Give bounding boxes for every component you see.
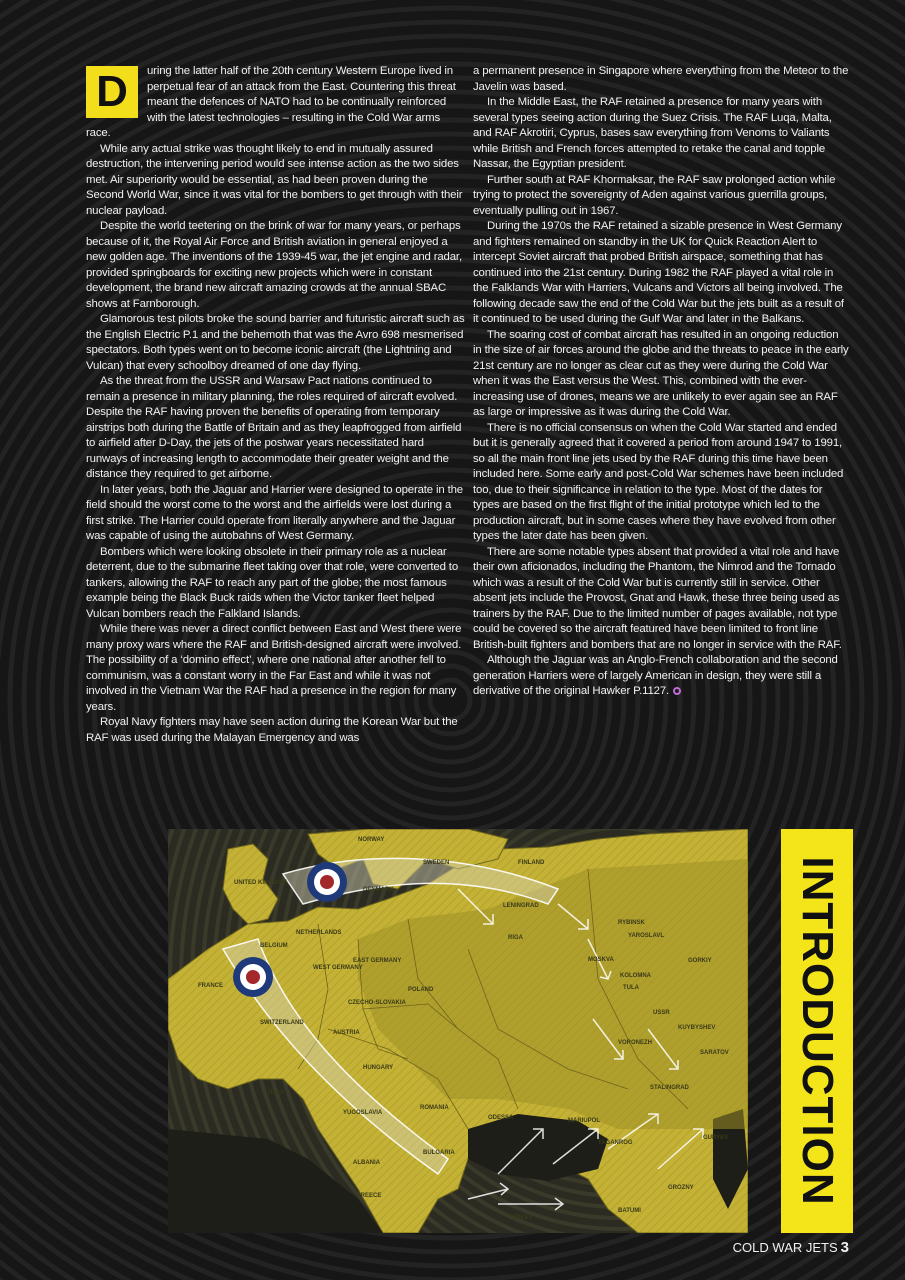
map-label-romania: ROMANIA [420, 1105, 449, 1111]
paragraph: During the 1970s the RAF retained a sizable presence in West Germany and fighters remained on standby in the UK for Quick Reaction Alert to intercept Soviet aircraft that probed British airspace, something that has continued into the 21st century. During 1982 the RAF played a vital role in the Falklands War with Harriers, Vulcans and Victors all being involved. The following decade saw the end of the Cold War but the jets built as a result of it continued to be used during the Gulf War and later in the Balkans. [473, 220, 844, 325]
map-label-leningrad: LENINGRAD [503, 903, 539, 909]
map-label-italy: ITALY [268, 1090, 285, 1096]
map-label-west-germany: WEST GERMANY [313, 965, 363, 971]
folio [733, 1239, 849, 1256]
map-label-rybinsk: RYBINSK [618, 920, 645, 926]
map-label-batumi: BATUMI [618, 1208, 641, 1214]
map-label-voronezh: VORONEZH [618, 1040, 653, 1046]
map-label-tula: TULA [623, 985, 639, 991]
map-label-france: FRANCE [198, 983, 223, 989]
map-label-austria: AUSTRIA [333, 1030, 360, 1036]
map-label-bulgaria: BULGARIA [423, 1150, 455, 1156]
map-label-norway: NORWAY [358, 837, 385, 843]
paragraph: In the Middle East, the RAF retained a presence for many years with several types seeing action during the Suez Crisis. The RAF Luqa, Malta, and RAF Akrotiri, Cyprus, bases saw everything from Venoms to Valiants while British and French forces attempted to retake the canal and topple Nassar, the Egyptian president. [473, 96, 832, 170]
map-label-switzerland: SWITZERLAND [260, 1020, 304, 1026]
paragraph: There is no official consensus on when the Cold War started and ended but it is generally agreed that it covered a period from around 1947 to 1991, so all the main front line jets used by the RAF during this time have been included here. Some early and post-Cold War schemes have been included too, due to their significance in relation to the type. Most of the dates for types are based on the first flight of the initial prototype which led to the production aircraft, but in some cases where they have evolved from other types the later date has been given. [473, 421, 844, 542]
map-label-kolomna: KOLOMNA [620, 973, 651, 979]
drop-cap: D [86, 66, 138, 118]
map-label-greece: GREECE [356, 1193, 382, 1199]
paragraph: Bombers which were looking obsolete in their primary role as a nuclear deterrent, due to the submarine fleet taking over that role, were converted to tankers, allowing the RAF to reach any part of the globe; the most famous example being the Black Buck raids when the Victor tanker fleet helped Vulcan bombers reach the Falkland Islands. [86, 545, 459, 620]
map-label-taganrog: TAGANROG [598, 1140, 633, 1146]
page-number: 3 [840, 1239, 849, 1256]
map-label-turkey: TURKEY [508, 1215, 533, 1221]
map-label-odessa: ODESSA [488, 1115, 514, 1121]
paragraph: Further south at RAF Khormaksar, the RAF saw prolonged action while trying to protect the sovereignty of Aden against various guerrilla groups, eventually pulling out in 1967. [473, 173, 836, 217]
paragraph: uring the latter half of the 20th century Western Europe lived in perpetual fear of an attack from the East. Countering this threat meant the defences of NATO had to be continually reinforced with the latest technologies – resulting in the Cold War arms race. [86, 65, 456, 139]
map-label-uk: UNITED KINGDOM [234, 880, 287, 886]
raf-roundel-icon [233, 957, 273, 997]
end-roundel-icon [673, 687, 681, 695]
paragraph: In later years, both the Jaguar and Harrier were designed to operate in the field should the worst come to the worst and the airfields were lost during a first strike. The Harrier could operate from literally anywhere and the Jaguar was capable of using the autobahns of West Germany. [86, 483, 463, 542]
article-column-right [473, 64, 849, 700]
map-label-sweden: SWEDEN [423, 860, 450, 866]
paragraph: The soaring cost of combat aircraft has resulted in an ongoing reduction in the size of air forces around the globe and the threats to peace in the early 21st century are no longer as clear cut as they were during the Cold War when it was the East versus the West. This, combined with the ever-increasing use of drones, means we are unlikely to ever again see an RAF as large or impressive as it was during the Cold War. [473, 328, 849, 418]
paragraph: a permanent presence in Singapore where everything from the Meteor to the Javelin was based. [473, 65, 849, 93]
paragraph: While any actual strike was thought likely to end in mutually assured destruction, the intervening period would see intense action as the two sides met. Air superiority would be essential, as had been proven during the Second World War, since it was vital for the bombers to get through with their nuclear payload. [86, 142, 463, 217]
map-label-gorkiy: GORKIY [688, 958, 712, 964]
map-label-hungary: HUNGARY [363, 1065, 394, 1071]
map-label-ussr: USSR [653, 1010, 670, 1016]
map-label-poland: POLAND [408, 987, 434, 993]
paragraph: Glamorous test pilots broke the sound barrier and futuristic aircraft such as the English Electric P.1 and the behemoth that was the Avro 698 mesmerised spectators. Both types went on to become iconic aircraft (the Lightning and Vulcan) that every schoolboy dreamed of one day flying. [86, 313, 465, 372]
map-label-grozny: GROZNY [668, 1185, 694, 1191]
map-label-kuybyshev: KUYBYSHEV [678, 1025, 716, 1031]
map-label-mariupol: MARIUPOL [568, 1118, 600, 1124]
map-label-stalingrad: STALINGRAD [650, 1085, 689, 1091]
publication-name: COLD WAR JETS [732, 1240, 838, 1255]
map-label-saratov: SARATOV [700, 1050, 729, 1056]
paragraph: There are some notable types absent that provided a vital role and have their own aficionados, including the Phantom, the Nimrod and the Tornado which was a result of the Cold War but is currently still in service. Other absent jets include the Provost, Gnat and Hawk, these three being used as trainers by the RAF. Due to the limited number of pages available, not type could be covered so the aircraft featured have been limited to front line British-built fighters and bombers that are no longer in service with the RAF. [473, 545, 842, 651]
map-label-moskva: MOSKVA [588, 957, 614, 963]
paragraph: Despite the world teetering on the brink of war for many years, or perhaps because of it, the Royal Air Force and British aviation in general enjoyed a new golden age. The inventions of the 1939-45 war, the jet engine and radar, provided springboards for exciting new projects which were in constant development, the brand new aircraft amazing crowds at the annual SBAC shows at Farnborough. [86, 220, 462, 310]
map-label-guryev: GURYEV [703, 1135, 729, 1141]
map-label-yaroslavl: YAROSLAVL [628, 933, 665, 939]
map-label-east-germany: EAST GERMANY [353, 958, 402, 964]
raf-roundel-icon [307, 862, 347, 902]
map-label-belgium: BELGIUM [260, 943, 288, 949]
map-label-finland: FINLAND [518, 860, 545, 866]
map-label-yugoslavia: YUGOSLAVIA [343, 1110, 383, 1116]
paragraph-text: Although the Jaguar was an Anglo-French collaboration and the second generation Harriers were of largely American in design, they were still a derivative of the original Hawker P.1127. [473, 654, 838, 697]
map-label-denmark: DENMARK [363, 887, 394, 893]
map-label-riga: RIGA [508, 935, 523, 941]
map-label-czechoslovakia: CZECHO-SLOVAKIA [348, 1000, 406, 1006]
paragraph: As the threat from the USSR and Warsaw Pact nations continued to remain a presence in military planning, the roles required of aircraft evolved. Despite the RAF having proven the benefits of operating from temporary airstrips both during the Battle of Britain and as they leapfrogged from airfield to airfield after D-Day, the jets of the postwar years necessitated hard runways of increasing length to accommodate their greater weight and the distance they required to get airborne. [86, 375, 462, 480]
paragraph: Royal Navy fighters may have seen action during the Korean War but the RAF was used during the Malayan Emergency and was [86, 716, 458, 744]
europe-map [168, 829, 748, 1233]
paragraph [473, 653, 849, 700]
article-column-left [86, 64, 465, 746]
map-label-albania: ALBANIA [353, 1160, 380, 1166]
section-title: INTRODUCTION [793, 856, 842, 1206]
map-label-netherlands: NETHERLANDS [296, 930, 342, 936]
paragraph: While there was never a direct conflict between East and West there were many proxy wars where the RAF and British-designed aircraft were involved. The possibility of a ‘domino effect’, where one national after another fell to communism, was a constant worry in the Far East and while it was not involved in the Vietnam War the RAF had a presence in the region for many years. [86, 623, 462, 713]
